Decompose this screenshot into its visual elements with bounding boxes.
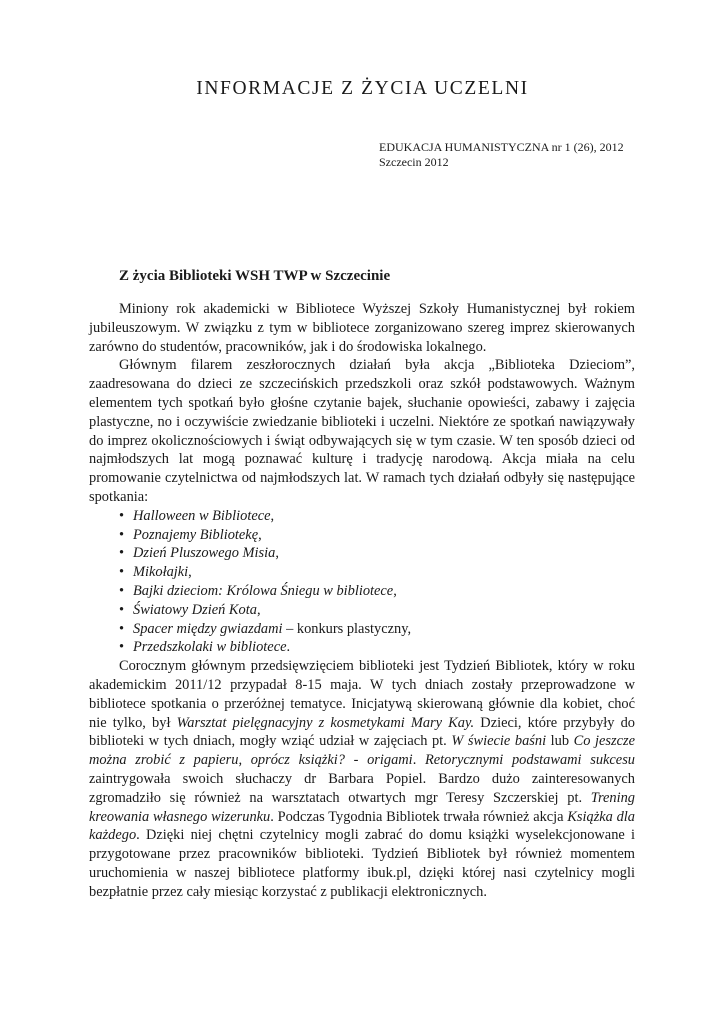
list-item: • Halloween w Bibliotece, [119,507,275,524]
article-body [89,300,635,902]
list-item: • Dzień Pluszowego Misia, [119,545,279,562]
list-item: • Spacer między gwiazdami – konkurs plastyczny, [119,620,412,637]
article-title: Z życia Biblioteki WSH TWP w Szczecinie [119,268,391,284]
bullet-icon: • [119,545,125,562]
list-item: • Przedszkolaki w bibliotece. [119,639,291,656]
bullet-icon: • [119,526,125,543]
journal-place-year: Szczecin 2012 [379,155,449,169]
bullet-icon: • [119,564,125,581]
bullet-icon: • [119,507,125,524]
paragraph-2: Głównym filarem zeszłorocznych działań była akcja „Biblioteka Dzieciom”, zaadresowana do dzieci ze szczecińskich przedszkoli oraz szkół podstawowych. Ważnym elementem tych spotkań było głośne czytanie bajek, słuchanie opowieści, zabawy i zajęcia plastyczne, no i oczywiście zwiedzanie biblioteki i uczelni. Niektóre ze spotkań nawiązywały do imprez okolicznościowych i świąt odbywających się w tym czasie. W ten sposób dzieci od najmłodszych lat mogą poznawać kulturę i tradycję narodową. Akcja miała na celu promowanie czytelnictwa od najmłodszych lat. W ramach tych działań odbyły się następujące spotkania: [89,357,635,505]
paragraph-3: Corocznym głównym przedsięwzięciem biblioteki jest Tydzień Bibliotek, który w roku akademickim 2011/12 przypadał 8-15 maja. W tych dniach zostały przeprowadzone w bibliotece spotkania o przeróżnej tematyce. Inicjatywą skierowaną głównie dla kobiet, choć nie tylko, był Warsztat pielęgnacyjny z kosmetykami Mary Kay. Dzieci, które przybyły do biblioteki w tych dniach, mogły wziąć udział w zajęciach pt. W świecie baśni lub Co jeszcze można zrobić z papieru, oprócz książki? - origami. Retorycznymi podstawami sukcesu zaintrygowała swoich słuchaczy dr Barbara Popiel. Bardzo dużo zainteresowanych zgromadziło się również na warsztatach otwartych mgr Teresy Szczerskiej pt. Trening kreowania własnego wizerunku. Podczas Tygodnia Bibliotek trwała również akcja Książka dla każdego. Dzięki niej chętni czytelnicy mogli zabrać do domu książki wyselekcjonowane i przygotowane przez pracowników biblioteki. Tydzień Bibliotek był również momentem uruchomienia w naszej bibliotece platformy ibuk.pl, dzięki której nasi czytelnicy mogli bezpłatnie przez cały miesiąc korzystać z publikacji elektronicznych. [89,658,636,900]
journal-title: EDUKACJA HUMANISTYCZNA nr 1 (26), 2012 [379,140,624,154]
events-list [89,507,635,657]
paragraph-1: Miniony rok akademicki w Bibliotece Wyższej Szkoły Humanistycznej był rokiem jubileuszowym. W związku z tym w bibliotece zorganizowano szereg imprez skierowanych zarówno do studentów, pracowników, jak i do środowiska lokalnego. [89,301,635,355]
list-item: • Bajki dzieciom: Królowa Śniegu w bibliotece, [119,582,397,599]
list-item: • Poznajemy Bibliotekę, [119,526,262,543]
bullet-icon: • [119,620,125,637]
list-item: • Światowy Dzień Kota, [119,601,261,618]
bullet-icon: • [119,639,125,656]
bullet-icon: • [119,582,125,599]
list-item: • Mikołajki, [119,564,192,581]
running-head: INFORMACJE Z ŻYCIA UCZELNI [196,78,529,99]
bullet-icon: • [119,601,125,618]
journal-info [379,140,624,170]
